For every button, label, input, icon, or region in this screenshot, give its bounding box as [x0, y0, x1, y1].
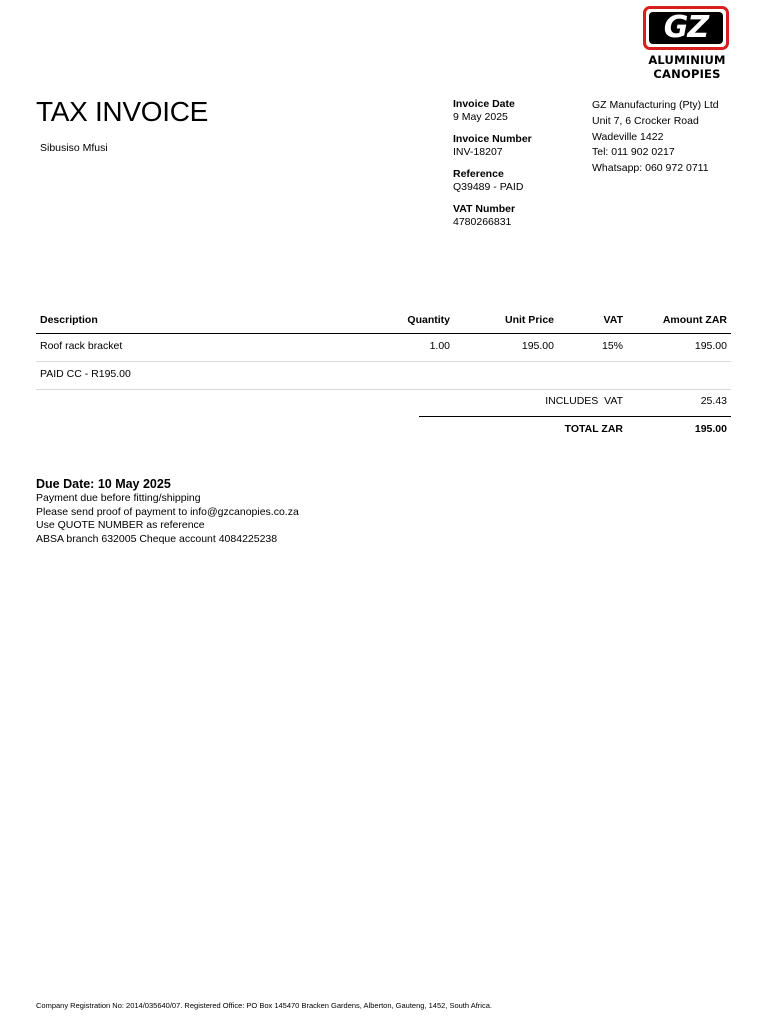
footer-registration: Company Registration No: 2014/035640/07. Registered Office: PO Box 145470 Bracken Gardens, Alberton, Gauteng, 1452, South Africa.	[36, 1001, 492, 1010]
header-unit-price: Unit Price	[504, 314, 554, 326]
cell-description: Roof rack bracket	[40, 340, 123, 352]
logo-line-2: CANOPIES	[653, 67, 721, 81]
customer-name: Sibusiso Mfusi	[40, 142, 108, 154]
logo-mark: GZ	[663, 10, 709, 45]
meta-label: Invoice Date	[453, 98, 515, 110]
header-description: Description	[40, 314, 98, 326]
payment-note: ABSA branch 632005 Cheque account 4084225238	[36, 532, 278, 545]
table-row	[36, 362, 731, 390]
company-whatsapp: Whatsapp: 060 972 0711	[592, 162, 709, 175]
line-items-table	[36, 308, 731, 390]
payment-note: Payment due before fitting/shipping	[36, 492, 201, 504]
meta-value: 4780266831	[453, 216, 512, 228]
company-address	[592, 98, 762, 177]
cell-quantity: 1.00	[429, 340, 450, 352]
meta-value: 9 May 2025	[453, 111, 508, 123]
payment-section	[36, 477, 436, 546]
document-title: TAX INVOICE	[36, 96, 208, 127]
cell-description: PAID CC - R195.00	[40, 368, 131, 380]
table-header	[36, 308, 731, 334]
invoice-meta	[453, 98, 583, 238]
header-vat: VAT	[603, 314, 623, 326]
table-row	[36, 334, 731, 362]
payment-note: Please send proof of payment to info@gzcanopies.co.za	[36, 505, 299, 518]
total-row	[419, 417, 731, 444]
company-logo	[641, 6, 733, 82]
logo-badge-inner	[649, 12, 723, 44]
meta-invoice-date	[453, 98, 583, 124]
logo-line-1: ALUMINIUM	[648, 53, 726, 67]
meta-value: Q39489 - PAID	[453, 181, 524, 193]
total-label: TOTAL ZAR	[564, 423, 623, 435]
company-name: GZ Manufacturing (Pty) Ltd	[592, 99, 719, 111]
company-city: Wadeville 1422	[592, 130, 664, 143]
cell-amount: 195.00	[694, 340, 727, 352]
company-street: Unit 7, 6 Crocker Road	[592, 114, 699, 127]
company-phone: Tel: 011 902 0217	[592, 146, 675, 159]
cell-unit-price: 195.00	[521, 340, 554, 352]
header-amount: Amount ZAR	[662, 314, 727, 326]
due-date: Due Date: 10 May 2025	[36, 477, 171, 491]
meta-label: Reference	[453, 168, 504, 180]
total-value: 195.00	[694, 423, 727, 435]
meta-vat-number	[453, 203, 583, 229]
includes-vat-value: 25.43	[700, 395, 727, 407]
cell-vat: 15%	[601, 340, 623, 352]
meta-invoice-number	[453, 133, 583, 159]
header-quantity: Quantity	[407, 314, 450, 326]
meta-reference	[453, 168, 583, 194]
meta-label: Invoice Number	[453, 133, 532, 145]
totals-block	[419, 389, 731, 444]
meta-label: VAT Number	[453, 203, 516, 215]
meta-value: INV-18207	[453, 146, 503, 158]
payment-note: Use QUOTE NUMBER as reference	[36, 519, 205, 531]
includes-vat-row	[419, 389, 731, 417]
logo-badge	[643, 6, 729, 50]
includes-vat-label: INCLUDES VAT	[545, 395, 623, 407]
